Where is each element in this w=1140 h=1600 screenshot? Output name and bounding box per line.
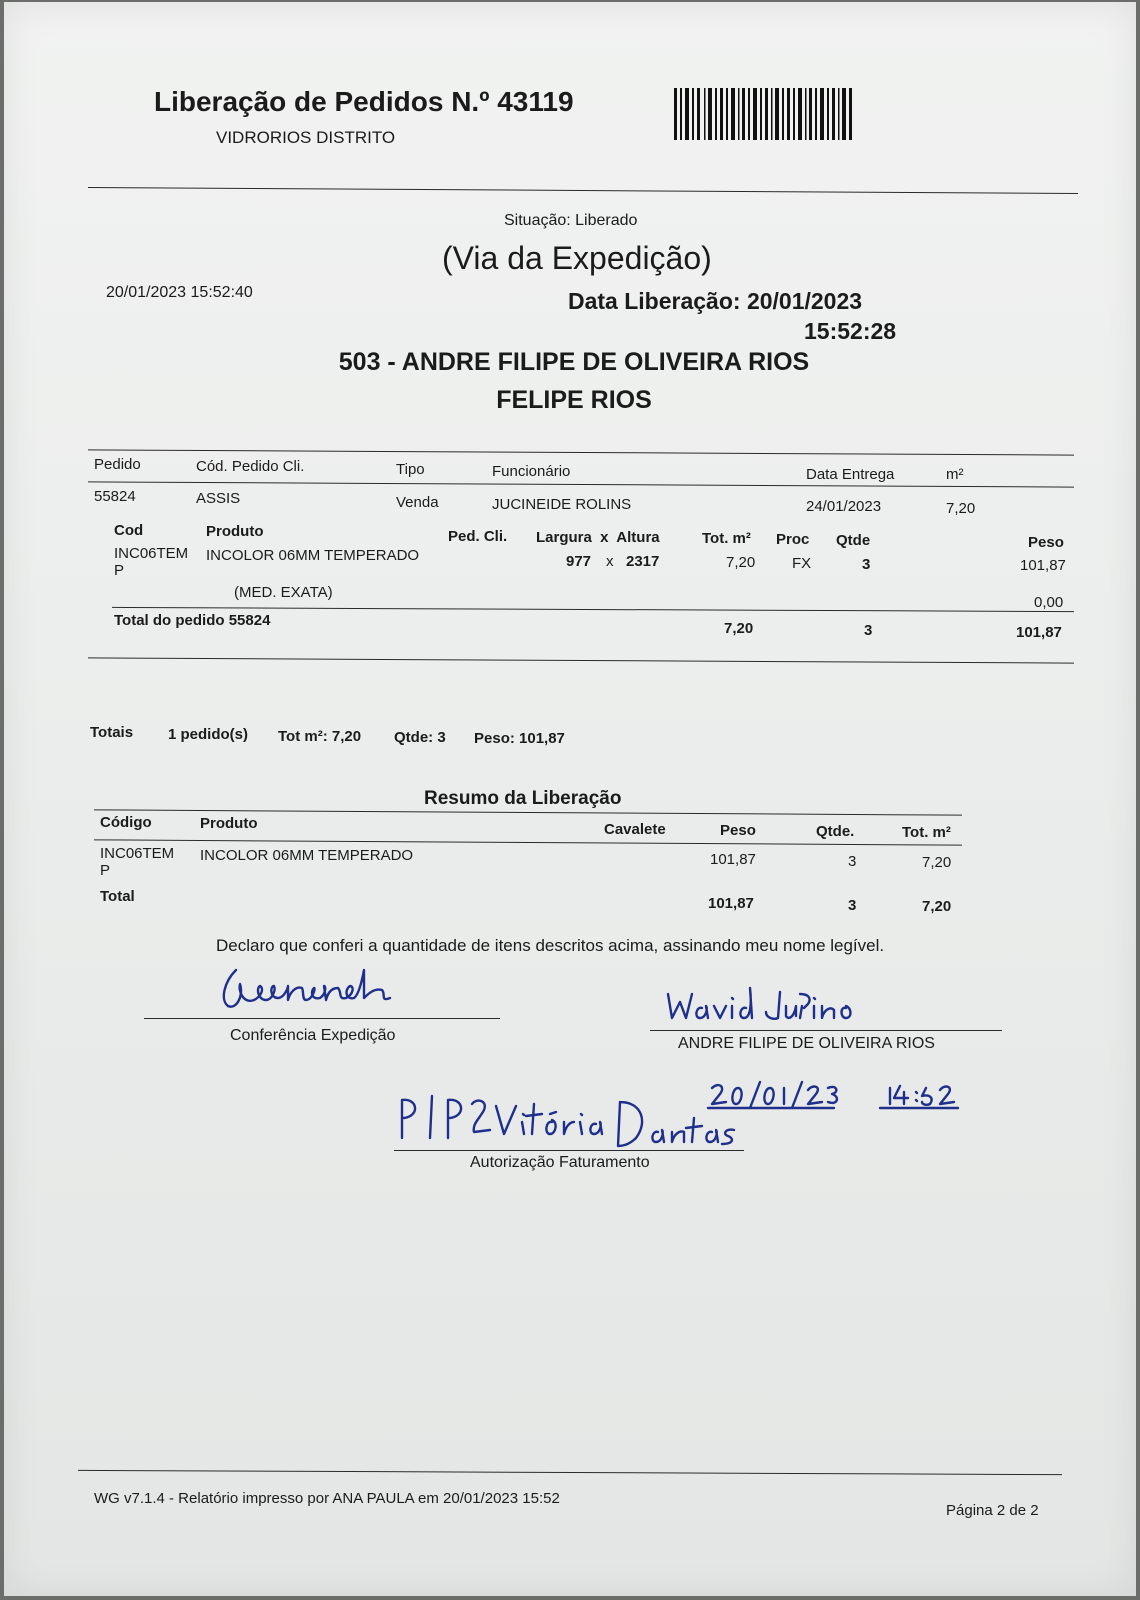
col-header-tipo: Tipo: [396, 461, 425, 478]
order-client-code: ASSIS: [196, 490, 241, 507]
item-header-proc: Proc: [776, 531, 810, 548]
summary-row-code-suffix: P: [100, 862, 111, 879]
summary-header-qtde: Qtde.: [816, 823, 855, 840]
totals-peso: Peso: 101,87: [474, 730, 565, 747]
col-header-data-entrega: Data Entrega: [806, 466, 895, 483]
autorizacao-caption: Autorização Faturamento: [470, 1154, 650, 1171]
barcode: [674, 88, 854, 140]
item-dimension-separator: x: [606, 553, 614, 570]
item-peso: 101,87: [1020, 557, 1066, 574]
totals-label: Totais: [90, 724, 134, 741]
summary-header-cavalete: Cavalete: [604, 821, 666, 838]
summary-row-tot-m2: 7,20: [922, 854, 952, 871]
summary-row-product: INCOLOR 06MM TEMPERADO: [200, 847, 414, 864]
totals-orders: 1 pedido(s): [168, 726, 249, 743]
item-width: 977: [566, 553, 592, 570]
summary-header-peso: Peso: [720, 822, 756, 839]
summary-total-tot-m2: 7,20: [922, 898, 952, 915]
summary-header-tot-m2: Tot. m²: [902, 824, 951, 841]
release-time: 15:52:28: [804, 318, 897, 344]
item-header-produto: Produto: [206, 523, 264, 540]
document-title: Liberação de Pedidos N.º 43119: [154, 86, 574, 117]
printed-by: WG v7.1.4 - Relatório impresso por ANA PAULA em 20/01/2023 15:52: [94, 1490, 560, 1507]
conferencia-caption: Conferência Expedição: [230, 1027, 396, 1044]
order-total-qtde: 3: [864, 622, 873, 639]
summary-header-produto: Produto: [200, 815, 258, 832]
item-qtde: 3: [862, 556, 871, 573]
order-total-m2: 7,20: [724, 620, 754, 637]
conferencia-signature-line: [144, 1018, 500, 1019]
declaration-text: Declaro que conferi a quantidade de itens descritos acima, assinando meu nome legível.: [216, 936, 885, 955]
order-number: 55824: [94, 488, 136, 505]
item-code-suffix: P: [114, 562, 125, 579]
print-datetime: 20/01/2023 15:52:40: [106, 284, 253, 301]
item-header-tot-m2: Tot. m²: [702, 530, 751, 547]
order-m2: 7,20: [946, 500, 976, 517]
release-date: Data Liberação: 20/01/2023: [568, 288, 863, 314]
order-total-peso: 101,87: [1016, 624, 1062, 641]
item-header-peso: Peso: [1028, 534, 1064, 551]
handwritten-date-drawing: [704, 1078, 966, 1112]
item-header-ped-cli: Ped. Cli.: [448, 528, 508, 545]
order-type: Venda: [396, 494, 439, 511]
item-tot-m2: 7,20: [726, 554, 756, 571]
summary-row-peso: 101,87: [710, 851, 756, 868]
item-observation-peso: 0,00: [1034, 594, 1064, 611]
order-delivery-date: 24/01/2023: [806, 498, 882, 515]
conferencia-signature: [214, 962, 424, 1018]
col-header-cod-pedido-cli: Cód. Pedido Cli.: [196, 458, 305, 475]
order-employee: JUCINEIDE ROLINS: [492, 496, 632, 513]
col-header-funcionario: Funcionário: [492, 463, 571, 480]
page-number: Página 2 de 2: [946, 1502, 1039, 1519]
item-header-qtde: Qtde: [836, 532, 871, 549]
item-header-dimensions: Largura x Altura: [536, 529, 660, 546]
autorizacao-signature-line: [394, 1150, 744, 1151]
cliente-signature-line: [650, 1030, 1002, 1031]
summary-header-codigo: Código: [100, 814, 152, 831]
item-observation: (MED. EXATA): [234, 584, 333, 601]
order-total-label: Total do pedido 55824: [114, 612, 271, 629]
summary-title: Resumo da Liberação: [424, 788, 622, 809]
header-divider: [88, 187, 1078, 194]
autorizacao-signature: [396, 1088, 736, 1154]
cliente-signature: [662, 984, 882, 1028]
company-name: VIDRORIOS DISTRITO: [216, 128, 396, 147]
order-table-top-rule: [88, 449, 1074, 455]
cliente-caption: ANDRE FILIPE DE OLIVEIRA RIOS: [678, 1035, 935, 1052]
col-header-pedido: Pedido: [94, 456, 141, 473]
item-product: INCOLOR 06MM TEMPERADO: [206, 547, 420, 564]
customer-short-name: FELIPE RIOS: [496, 386, 652, 414]
summary-header-rule: [94, 839, 962, 845]
item-height: 2317: [626, 553, 660, 570]
col-header-m2: m²: [946, 466, 964, 483]
copy-type-title: (Via da Expedição): [442, 240, 712, 276]
summary-total-qtde: 3: [848, 897, 857, 914]
order-table-header-rule: [88, 481, 1074, 487]
summary-total-peso: 101,87: [708, 895, 754, 912]
customer-name: 503 - ANDRE FILIPE DE OLIVEIRA RIOS: [338, 348, 810, 376]
summary-row-qtde: 3: [848, 853, 857, 870]
item-proc: FX: [792, 555, 812, 572]
status-text: Situação: Liberado: [504, 212, 638, 229]
totals-qtde: Qtde: 3: [394, 729, 446, 746]
item-code: INC06TEM: [114, 545, 189, 562]
order-table-bottom-rule: [88, 657, 1074, 663]
summary-row-code: INC06TEM: [100, 845, 175, 862]
footer-divider: [78, 1470, 1062, 1475]
document-page: [4, 2, 1136, 1596]
summary-total-label: Total: [100, 888, 135, 905]
totals-m2: Tot m²: 7,20: [278, 728, 362, 745]
item-header-cod: Cod: [114, 522, 144, 539]
